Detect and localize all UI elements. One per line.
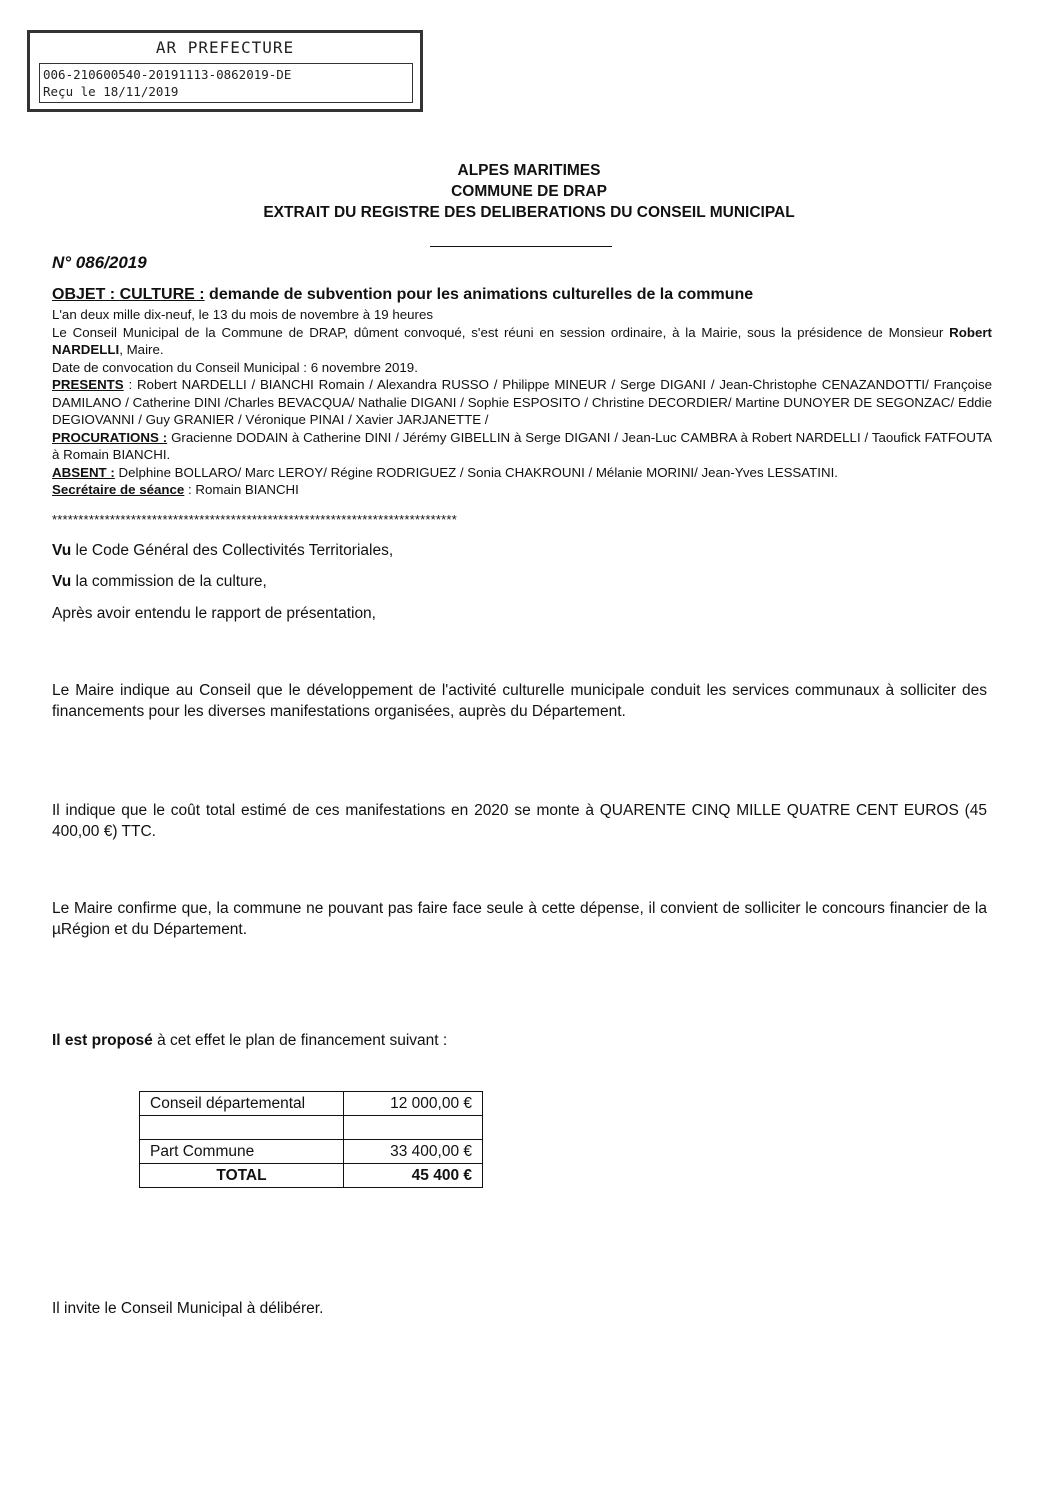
- closing-invitation: Il invite le Conseil Municipal à délibérer.: [52, 1300, 324, 1317]
- vu-commission: [52, 571, 987, 592]
- star-separator: *****************************************************************************: [52, 512, 457, 527]
- stamp-title: AR PREFECTURE: [155, 38, 295, 57]
- document-header: [0, 160, 1058, 223]
- vu-text-1: le Code Général des Collectivités Territoriales,: [71, 542, 394, 559]
- vu-label-1: Vu: [52, 542, 72, 559]
- absent-list: [52, 464, 992, 482]
- financing-total-label: TOTAL: [140, 1164, 344, 1188]
- vu-text-2: la commission de la culture,: [71, 573, 267, 590]
- financing-amount-cd: 12 000,00 €: [344, 1092, 483, 1116]
- procurations-label: PROCURATIONS :: [52, 429, 168, 445]
- stamp-received-date: Reçu le 18/11/2019: [43, 84, 179, 99]
- presents-list: [52, 376, 992, 429]
- financing-label-commune: Part Commune: [140, 1140, 344, 1164]
- table-row: [140, 1140, 483, 1164]
- apres-rapport: Après avoir entendu le rapport de présentation,: [52, 605, 376, 622]
- secretary-label: Secrétaire de séance: [52, 482, 185, 497]
- session-convocation: [52, 324, 992, 359]
- convocation-date: Date de convocation du Conseil Municipal : 6 novembre 2019.: [52, 359, 418, 375]
- financing-intro: [52, 1030, 987, 1051]
- financing-table: [139, 1091, 483, 1188]
- prefecture-stamp: [27, 30, 423, 112]
- stamp-reference-box: [39, 63, 413, 103]
- objet-text: demande de subvention pour les animations culturelles de la commune: [204, 286, 754, 303]
- table-row-total: [140, 1164, 483, 1188]
- table-row: [140, 1116, 483, 1140]
- financing-label-empty: [140, 1116, 344, 1140]
- header-register-title: EXTRAIT DU REGISTRE DES DELIBERATIONS DU CONSEIL MUNICIPAL: [263, 204, 795, 221]
- financing-intro-text: à cet effet le plan de financement suivant :: [152, 1032, 448, 1049]
- paragraph-development: Le Maire indique au Conseil que le développement de l'activité culturelle municipale conduit les services communaux à solliciter des financements pour les diverses manifestations organisées, auprès du Département.: [52, 682, 987, 720]
- absent-names: Delphine BOLLARO/ Marc LEROY/ Régine RODRIGUEZ / Sonia CHAKROUNI / Mélanie MORINI/ Jean-Yves LESSATINI.: [114, 464, 838, 480]
- deliberation-number: N° 086/2019: [52, 253, 147, 272]
- absent-label: ABSENT :: [52, 464, 115, 480]
- financing-amount-empty: [344, 1116, 483, 1140]
- header-commune: COMMUNE DE DRAP: [451, 183, 607, 200]
- financing-amount-commune: 33 400,00 €: [344, 1140, 483, 1164]
- stamp-reference: 006-210600540-20191113-0862019-DE: [43, 67, 292, 82]
- session-convocation-end: , Maire.: [119, 342, 164, 357]
- financing-intro-bold: Il est proposé: [52, 1032, 153, 1049]
- objet-line: [52, 286, 992, 304]
- vu-label-2: Vu: [52, 573, 72, 590]
- procurations-names: Gracienne DODAIN à Catherine DINI / Jérémy GIBELLIN à Serge DIGANI / Jean-Luc CAMBRA à Robert NARDELLI / Taoufick FATFOUTA à Romain BIANCHI.: [52, 429, 992, 462]
- paragraph-cost: Il indique que le coût total estimé de ces manifestations en 2020 se monte à QUARENTE CINQ MILLE QUATRE CENT EUROS (45 400,00 €) TTC.: [52, 802, 987, 840]
- presents-names: : Robert NARDELLI / BIANCHI Romain / Alexandra RUSSO / Philippe MINEUR / Serge DIGANI / Jean-Christophe CENAZANDOTTI/ Françoise DAMILANO / Catherine DINI /Charles BEVACQUA/ Nathalie DIGANI / Sophie ESPOSITO / Christine DECORDIER/ Martine DUNOYER DE SEGONZAC/ Eddie DEGIOVANNI / Guy GRANIER / Véronique PINAI / Xavier JARJANETTE /: [52, 377, 992, 427]
- session-date: L'an deux mille dix-neuf, le 13 du mois de novembre à 19 heures: [52, 307, 433, 322]
- paragraph-confirmation: Le Maire confirme que, la commune ne pouvant pas faire face seule à cette dépense, il convient de solliciter le concours financier de la µRégion et du Département.: [52, 900, 987, 938]
- vu-code-general: [52, 540, 987, 561]
- table-row: [140, 1092, 483, 1116]
- mayor-name: Robert NARDELLI: [52, 324, 992, 357]
- session-preamble: [52, 306, 992, 499]
- procurations-list: [52, 429, 992, 464]
- header-divider: [430, 246, 612, 247]
- objet-label: OBJET : CULTURE :: [52, 286, 205, 303]
- financing-label-cd: Conseil départemental: [140, 1092, 344, 1116]
- secretary-line: [52, 481, 992, 499]
- presents-label: PRESENTS: [52, 377, 124, 392]
- header-department: ALPES MARITIMES: [457, 162, 601, 179]
- session-convocation-text: Le Conseil Municipal de la Commune de DRAP, dûment convoqué, s'est réuni en session ordinaire, à la Mairie, sous la présidence de Monsieur: [52, 324, 950, 340]
- secretary-name: : Romain BIANCHI: [184, 482, 299, 497]
- financing-total-amount: 45 400 €: [344, 1164, 483, 1188]
